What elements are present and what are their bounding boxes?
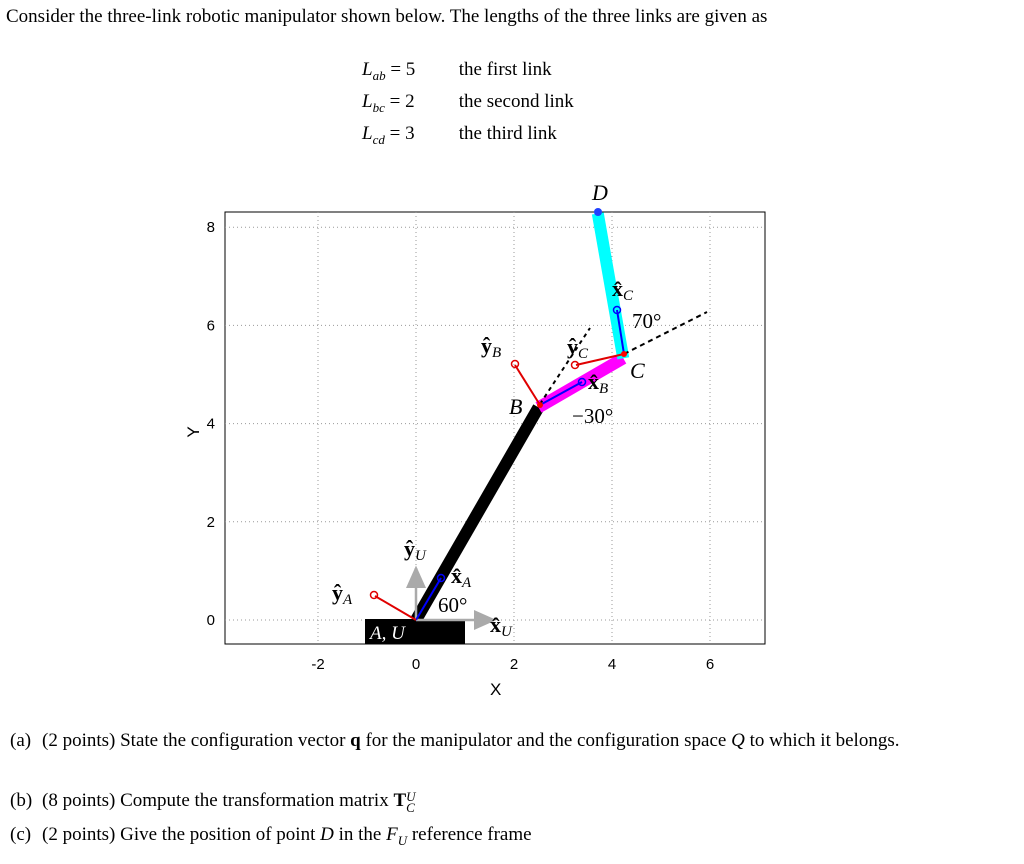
x-tick-label: 4	[607, 656, 617, 673]
question-label: (a)	[10, 730, 32, 751]
joint-b	[537, 402, 543, 408]
question-b	[10, 790, 1000, 813]
link-symbol: L	[362, 123, 373, 144]
x-tick-label: 6	[705, 656, 715, 673]
y-tick-label: 8	[206, 219, 215, 237]
label-y-a: ŷA	[332, 580, 353, 608]
question-text: to which it belongs.	[744, 730, 900, 751]
question-text: reference frame	[407, 824, 532, 845]
y-tick-label: 2	[206, 513, 215, 531]
problem-intro: Consider the three-link robotic manipulator shown below. The lengths of the three links are given as	[6, 6, 768, 27]
label-y-b: ŷB	[481, 333, 502, 361]
y-tick-label: 6	[206, 317, 215, 335]
label-y-c: ŷC	[567, 334, 589, 362]
angle-a-label: 60°	[438, 593, 468, 617]
point-symbol: D	[320, 824, 334, 845]
x-tick-label: -2	[311, 656, 325, 673]
link-symbol: L	[362, 59, 373, 80]
transform-subscript: C	[406, 799, 415, 815]
link-subscript: bc	[372, 99, 385, 115]
link-description: the first link	[458, 59, 552, 80]
question-text: Compute the transformation matrix	[120, 790, 394, 811]
link-subscript: ab	[372, 67, 386, 83]
question-points: (2 points)	[42, 824, 116, 845]
question-text: Give the position of point	[120, 824, 321, 845]
transform-superscript: U	[406, 788, 416, 804]
question-text: for the manipulator and the configuration space	[360, 730, 732, 751]
frame-symbol: F	[386, 824, 398, 845]
config-space-symbol: Q	[731, 730, 745, 751]
base-label: A, U	[370, 623, 405, 644]
label-x-a: x̂A	[451, 563, 472, 591]
link-symbol: L	[362, 91, 373, 112]
config-vector-symbol: q	[350, 730, 361, 751]
question-points: (8 points)	[42, 790, 116, 811]
point-b-label: B	[509, 394, 523, 419]
y-tick-label: 4	[206, 415, 215, 433]
link-description: the second link	[458, 91, 574, 112]
plot-area	[225, 212, 765, 644]
x-axis-label: X	[490, 680, 502, 699]
point-d-label: D	[592, 180, 608, 205]
label-x-u: x̂U	[490, 612, 512, 640]
question-text: State the configuration vector	[120, 730, 351, 751]
question-a	[10, 730, 1000, 752]
y-axis-label: Y	[184, 426, 203, 438]
frame-subscript: U	[397, 832, 408, 848]
link-value: = 5	[390, 59, 416, 80]
x-tick-label: 0	[411, 656, 421, 673]
link-value: = 3	[389, 123, 415, 144]
x-tick-label: 2	[509, 656, 519, 673]
question-points: (2 points)	[42, 730, 116, 751]
transform-symbol: T	[393, 790, 407, 811]
label-x-b: x̂B	[588, 369, 609, 397]
joint-c	[621, 351, 627, 357]
question-label: (c)	[10, 824, 32, 845]
point-c-label: C	[630, 358, 645, 383]
question-text: in the	[333, 824, 387, 845]
label-x-c: x̂C	[612, 276, 634, 304]
label-y-u: ŷU	[404, 536, 426, 564]
link-value: = 2	[389, 91, 415, 112]
link-subscript: cd	[372, 131, 385, 147]
question-label: (b)	[10, 790, 33, 811]
angle-b-label: −30°	[572, 404, 614, 428]
end-point-d	[594, 208, 602, 216]
link-description: the third link	[458, 123, 557, 144]
y-tick-label: 0	[206, 612, 215, 629]
question-c	[10, 824, 1000, 849]
angle-c-label: 70°	[632, 309, 662, 333]
